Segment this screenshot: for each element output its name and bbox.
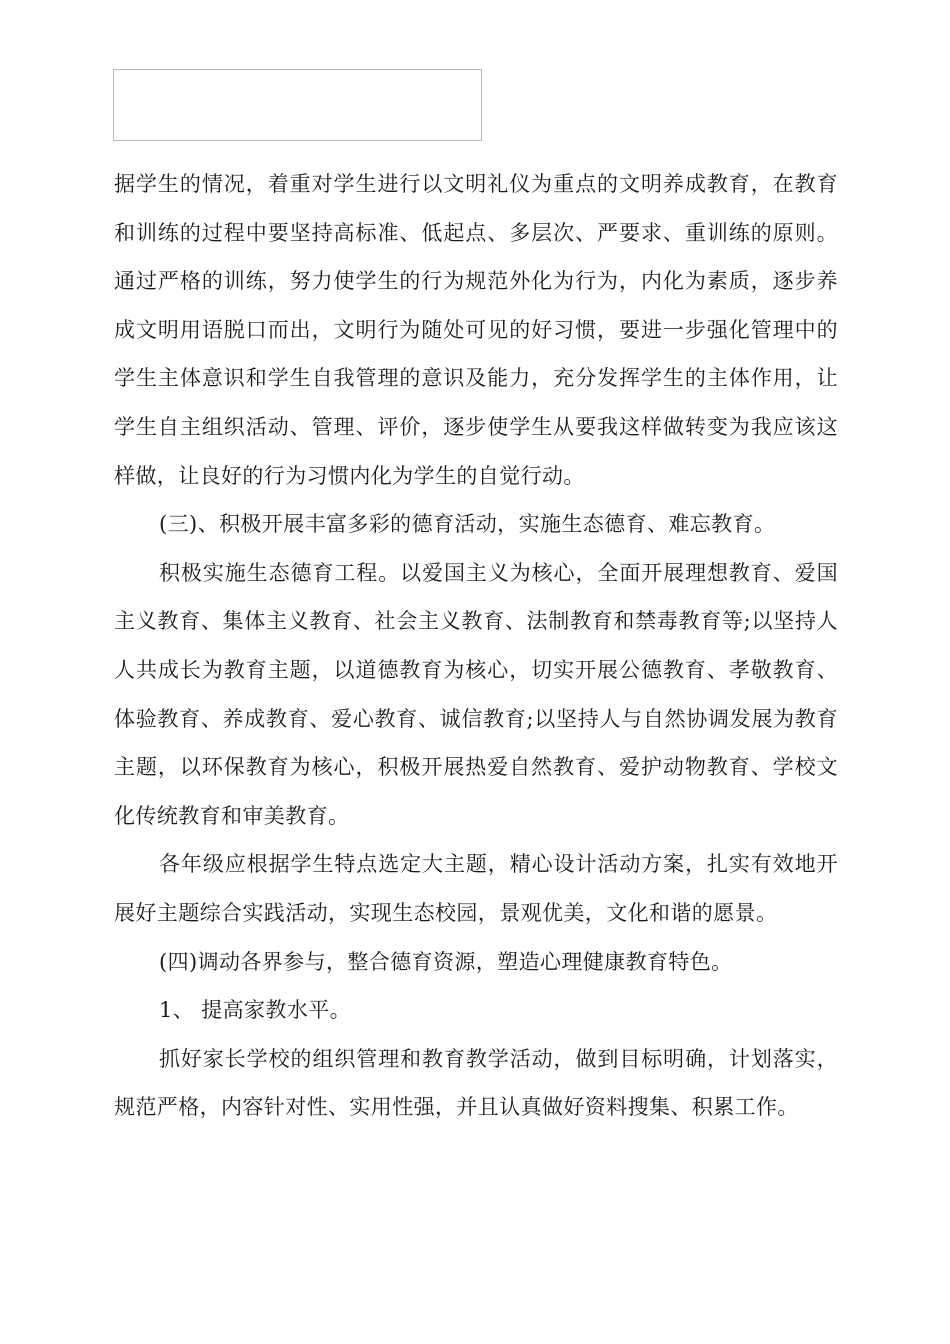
paragraph-parent-school: 抓好家长学校的组织管理和教育教学活动，做到目标明确，计划落实，规范严格，内容针对性、实用性强，并且认真做好资料搜集、积累工作。 — [114, 1046, 838, 1120]
paragraph-continuation: 据学生的情况，着重对学生进行以文明礼仪为重点的文明养成教育，在教育和训练的过程中要坚持高标准、低起点、多层次、严要求、重训练的原则。通过严格的训练，努力使学生的行为规范外化为行为，内化为素质，逐步养成文明用语脱口而出，文明行为随处可见的好习惯，要进一步强化管理中的学生主体意识和学生自我管理的意识及能力，充分发挥学生的主体作用，让学生自主组织活动、管理、评价，逐步使学生从要我这样做转变为我应该这样做，让良好的行为习惯内化为学生的自觉行动。 — [114, 172, 838, 488]
paragraph-grade-themes: 各年级应根据学生特点选定大主题，精心设计活动方案，扎实有效地开展好主题综合实践活动，实现生态校园，景观优美，文化和谐的愿景。 — [114, 852, 838, 925]
section-heading-four: (四)调动各界参与，整合德育资源，塑造心理健康教育特色。 — [159, 949, 733, 974]
subheading-item-one: 1、 提高家教水平。 — [159, 998, 352, 1023]
section-heading-three: (三)、积极开展丰富多彩的德育活动，实施生态德育、难忘教育。 — [159, 512, 776, 537]
document-body — [114, 160, 838, 1132]
header-placeholder-box — [113, 69, 482, 141]
paragraph-ecological-education: 积极实施生态德育工程。以爱国主义为核心，全面开展理想教育、爱国主义教育、集体主义教育、社会主义教育、法制教育和禁毒教育等;以坚持人人共成长为教育主题，以道德教育为核心，切实开展公德教育、孝敬教育、体验教育、养成教育、爱心教育、诚信教育;以坚持人与自然协调发展为教育主题，以环保教育为核心，积极开展热爱自然教育、爱护动物教育、学校文化传统教育和审美教育。 — [114, 560, 838, 828]
